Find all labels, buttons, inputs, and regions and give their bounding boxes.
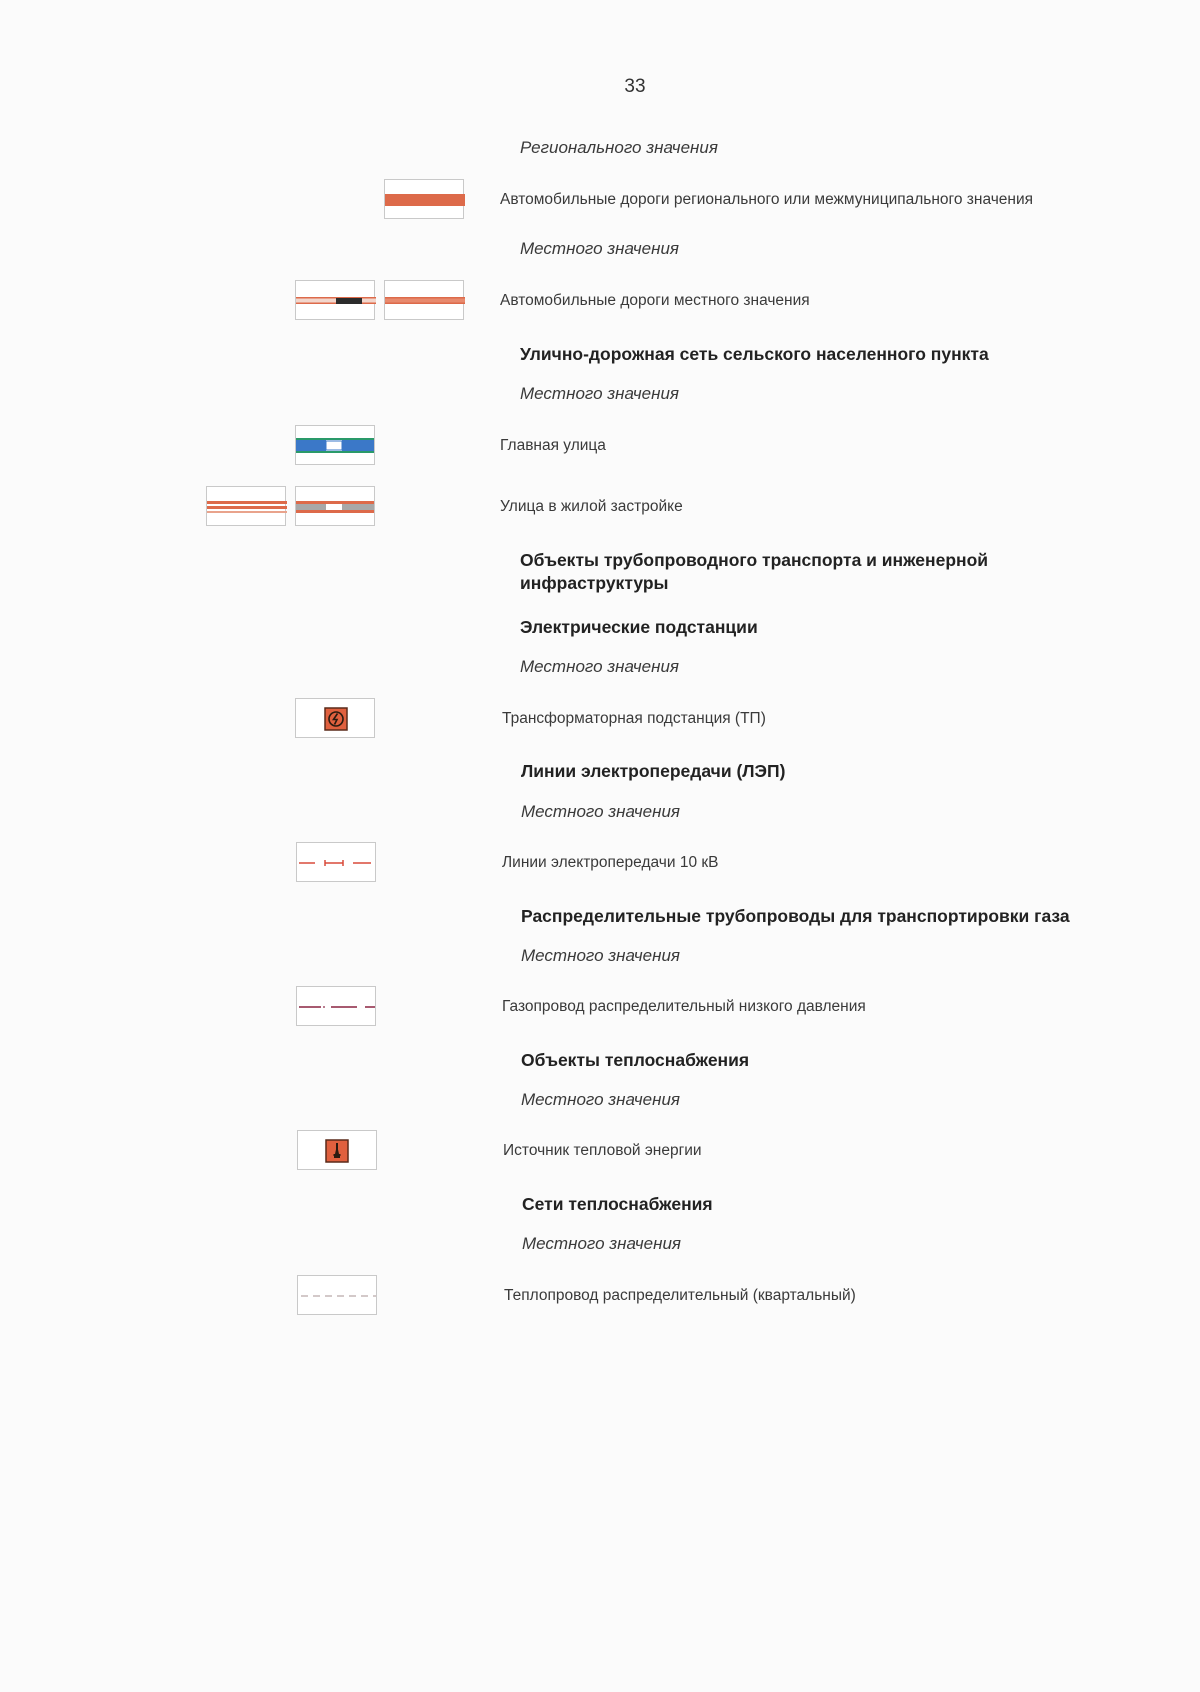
local-category-substations-label: Местного значения: [520, 657, 679, 676]
gas-pipeline-low-label: Газопровод распределительный низкого давления: [502, 998, 866, 1015]
local-category-power-label: Местного значения: [521, 802, 680, 821]
red-dash-power-line-icon: [297, 843, 377, 883]
orange-road-line-icon: [385, 180, 465, 220]
gas-heading: Распределительные трубопроводы для транспортировки газа: [521, 906, 1070, 926]
local-roads-label: Автомобильные дороги местного значения: [500, 292, 810, 309]
local-road-symbol-b: [384, 280, 464, 320]
dash-dot-gas-line-icon: [297, 987, 377, 1027]
local-category-streets-label: Местного значения: [520, 384, 679, 403]
heat-source-label: Источник тепловой энергии: [503, 1142, 702, 1159]
regional-roads-label: Автомобильные дороги регионального или межмуниципального значения: [500, 191, 1034, 208]
transformer-substation-label: Трансформаторная подстанция (ТП): [502, 710, 766, 727]
gray-dashed-street-icon: [296, 487, 376, 527]
road-line-with-dark-segment-icon: [296, 281, 376, 321]
blue-dashed-street-icon: [296, 426, 376, 466]
street-network-heading: Улично-дорожная сеть сельского населенного пункта: [520, 344, 989, 364]
power-lines-heading: Линии электропередачи (ЛЭП): [521, 761, 786, 781]
gas-pipeline-symbol: [296, 986, 376, 1026]
local-category-heatnet-label: Местного значения: [522, 1234, 681, 1253]
pipeline-heading: Объекты трубопроводного транспорта и инженерной инфраструктуры: [520, 550, 989, 593]
orange-double-line-icon: [207, 487, 287, 527]
main-street-label: Главная улица: [500, 437, 606, 454]
heat-pipeline-label: Теплопровод распределительный (квартальный): [504, 1287, 856, 1304]
local-category-gas-label: Местного значения: [521, 946, 680, 965]
heat-networks-heading: Сети теплоснабжения: [522, 1194, 713, 1214]
local-road-symbol-a: [295, 280, 375, 320]
local-category-heat-label: Местного значения: [521, 1090, 680, 1109]
thin-road-line-icon: [385, 281, 465, 321]
substation-symbol: [295, 698, 375, 738]
main-street-symbol: [295, 425, 375, 465]
residential-street-label: Улица в жилой застройке: [500, 498, 683, 515]
residential-street-symbol-a: [206, 486, 286, 526]
dashed-heat-line-icon: [298, 1276, 378, 1316]
heat-pipeline-symbol: [297, 1275, 377, 1315]
substations-heading: Электрические подстанции: [520, 617, 758, 637]
residential-street-symbol-b: [295, 486, 375, 526]
heat-source-icon: [298, 1131, 378, 1171]
regional-road-symbol: [384, 179, 464, 219]
regional-category-label: Регионального значения: [520, 138, 718, 157]
lightning-substation-icon: [296, 699, 376, 739]
power-line-symbol: [296, 842, 376, 882]
page-number: 33: [624, 76, 646, 97]
power-line-10kv-label: Линии электропередачи 10 кВ: [502, 854, 719, 871]
heat-source-symbol: [297, 1130, 377, 1170]
local-category-roads-label: Местного значения: [520, 239, 679, 258]
heat-objects-heading: Объекты теплоснабжения: [521, 1050, 750, 1070]
